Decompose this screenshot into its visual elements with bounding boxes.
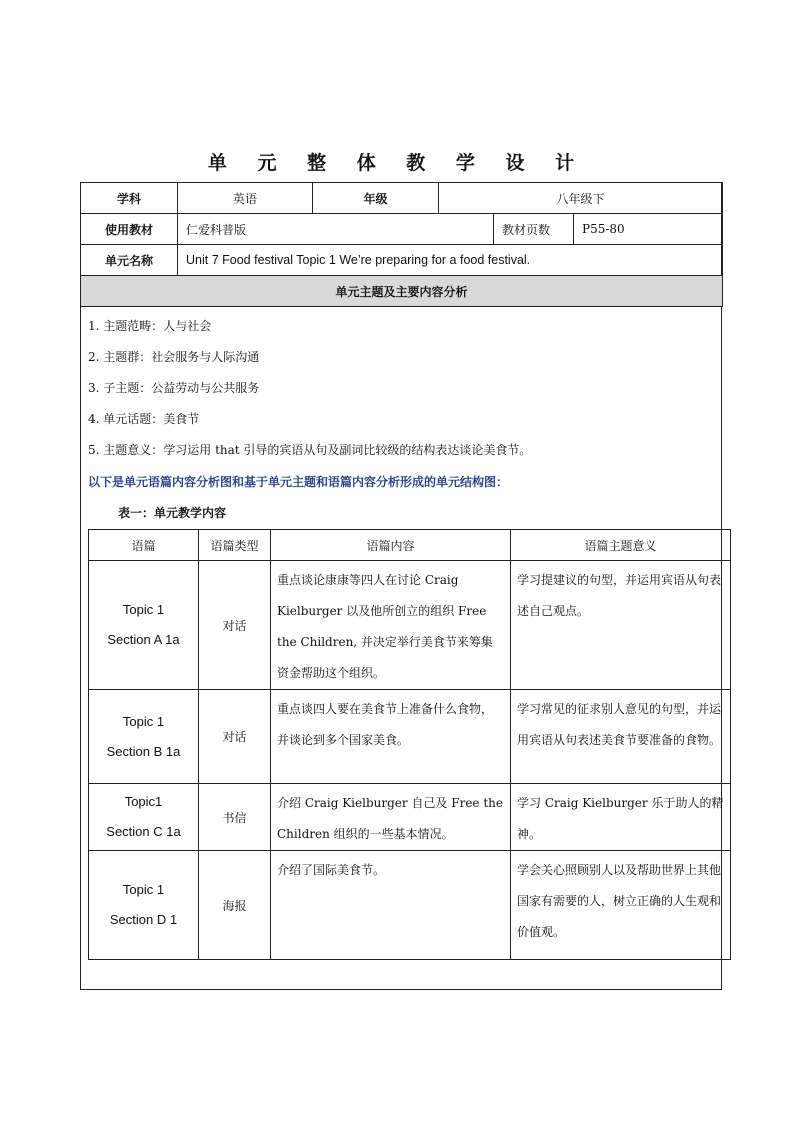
table-row bbox=[89, 690, 731, 784]
discourse-cell bbox=[89, 851, 199, 960]
content-cell: 介绍了国际美食节。 bbox=[271, 851, 511, 960]
section-label: Section C 1a bbox=[106, 824, 181, 839]
content-table-header bbox=[89, 530, 731, 561]
textbook-label: 使用教材 bbox=[81, 214, 178, 245]
header-row-unit bbox=[81, 245, 723, 276]
content-table bbox=[88, 529, 731, 960]
unit-value: Unit 7 Food festival Topic 1 We’re preparing for a food festival. bbox=[178, 245, 723, 276]
type-cell: 海报 bbox=[199, 851, 271, 960]
header-table bbox=[80, 182, 723, 307]
table-row bbox=[89, 851, 731, 960]
analysis-item-theme-meaning: 5. 主题意义：学习运用 that 引导的宾语从句及副词比较级的结构表达谈论美食节。 bbox=[88, 443, 532, 457]
column-header-meaning: 语篇主题意义 bbox=[511, 530, 731, 561]
column-header-content: 语篇内容 bbox=[271, 530, 511, 561]
grade-label: 年级 bbox=[313, 183, 439, 214]
analysis-list bbox=[88, 315, 531, 470]
topic-label: Topic 1 bbox=[122, 882, 165, 897]
header-row-textbook bbox=[81, 214, 723, 245]
page-title: 单 元 整 体 教 学 设 计 bbox=[207, 152, 587, 174]
topic-label: Topic 1 bbox=[122, 713, 165, 729]
grade-value: 八年级下 bbox=[439, 183, 723, 214]
type-cell: 对话 bbox=[199, 690, 271, 784]
header-row-subject bbox=[81, 183, 723, 214]
meaning-cell: 学习常见的征求别人意见的句型，并运用宾语从句表述美食节要准备的食物。 bbox=[511, 690, 731, 784]
section-label: Section A 1a bbox=[107, 632, 180, 647]
textbook-value: 仁爱科普版 bbox=[178, 214, 494, 245]
pages-label: 教材页数 bbox=[494, 214, 574, 245]
section-label: Section B 1a bbox=[106, 743, 181, 759]
discourse-cell bbox=[89, 690, 199, 784]
type-cell: 书信 bbox=[199, 784, 271, 851]
analysis-item-theme-scope: 1. 主题范畴：人与社会 bbox=[88, 319, 212, 333]
meaning-cell: 学习 Craig Kielburger 乐于助人的精神。 bbox=[511, 784, 731, 851]
section-heading-row bbox=[81, 276, 723, 307]
unit-label: 单元名称 bbox=[81, 245, 178, 276]
column-header-discourse: 语篇 bbox=[89, 530, 199, 561]
column-header-type: 语篇类型 bbox=[199, 530, 271, 561]
analysis-item-theme-group: 2. 主题群：社会服务与人际沟通 bbox=[88, 350, 260, 364]
content-cell: 重点谈四人要在美食节上准备什么食物，并谈论到多个国家美食。 bbox=[271, 690, 511, 784]
table-caption: 表一：单元教学内容 bbox=[118, 506, 227, 520]
meaning-cell: 学习提建议的句型，并运用宾语从句表述自己观点。 bbox=[511, 561, 731, 690]
structure-note: 以下是单元语篇内容分析图和基于单元主题和语篇内容分析形成的单元结构图： bbox=[88, 475, 509, 489]
table-row bbox=[89, 561, 731, 690]
subject-value: 英语 bbox=[178, 183, 313, 214]
meaning-cell: 学会关心照顾别人以及帮助世界上其他国家有需要的人，树立正确的人生观和价值观。 bbox=[511, 851, 731, 960]
content-cell: 重点谈论康康等四人在讨论 Craig Kielburger 以及他所创立的组织 Free the Children, 并决定举行美食节来筹集资金帮助这个组织。 bbox=[271, 561, 511, 690]
topic-label: Topic 1 bbox=[122, 602, 165, 617]
subject-label: 学科 bbox=[81, 183, 178, 214]
discourse-cell bbox=[89, 561, 199, 690]
analysis-item-unit-topic: 4. 单元话题：美食节 bbox=[88, 412, 200, 426]
section-label: Section D 1 bbox=[109, 912, 178, 927]
topic-label: Topic1 bbox=[124, 794, 163, 809]
content-cell: 介绍 Craig Kielburger 自己及 Free the Children 组织的一些基本情况。 bbox=[271, 784, 511, 851]
type-cell: 对话 bbox=[199, 561, 271, 690]
table-row bbox=[89, 784, 731, 851]
section-heading: 单元主题及主要内容分析 bbox=[81, 276, 723, 307]
pages-value: P55-80 bbox=[574, 214, 723, 245]
discourse-cell bbox=[89, 784, 199, 851]
analysis-item-sub-theme: 3. 子主题：公益劳动与公共服务 bbox=[88, 381, 260, 395]
